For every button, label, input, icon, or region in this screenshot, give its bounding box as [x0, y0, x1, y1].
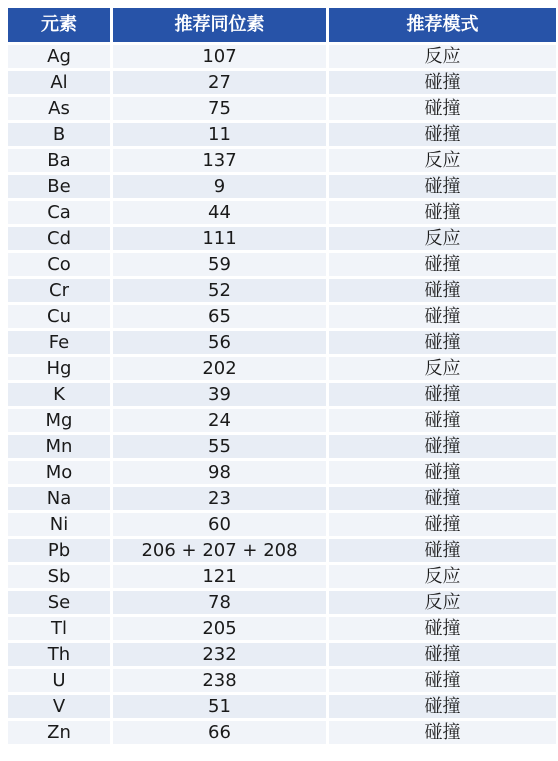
element-cell: B [8, 123, 110, 146]
mode-cell: 碰撞 [329, 487, 556, 510]
isotope-cell: 52 [113, 279, 326, 302]
mode-cell: 碰撞 [329, 201, 556, 224]
isotope-cell: 66 [113, 721, 326, 744]
element-cell: Th [8, 643, 110, 666]
element-cell: Pb [8, 539, 110, 562]
mode-cell: 碰撞 [329, 175, 556, 198]
element-cell: Cu [8, 305, 110, 328]
element-cell: Cd [8, 227, 110, 250]
isotope-cell: 205 [113, 617, 326, 640]
element-cell: Be [8, 175, 110, 198]
mode-cell: 碰撞 [329, 123, 556, 146]
mode-cell: 碰撞 [329, 71, 556, 94]
element-cell: Ba [8, 149, 110, 172]
element-cell: Ca [8, 201, 110, 224]
mode-cell: 碰撞 [329, 669, 556, 692]
mode-cell: 反应 [329, 149, 556, 172]
element-cell: V [8, 695, 110, 718]
isotope-cell: 39 [113, 383, 326, 406]
element-cell: Al [8, 71, 110, 94]
isotope-cell: 137 [113, 149, 326, 172]
isotope-cell: 121 [113, 565, 326, 588]
mode-cell: 碰撞 [329, 617, 556, 640]
isotope-cell: 24 [113, 409, 326, 432]
isotope-cell: 206 + 207 + 208 [113, 539, 326, 562]
isotope-cell: 55 [113, 435, 326, 458]
isotope-cell: 9 [113, 175, 326, 198]
element-cell: Zn [8, 721, 110, 744]
mode-cell: 碰撞 [329, 279, 556, 302]
element-cell: Mn [8, 435, 110, 458]
isotope-cell: 23 [113, 487, 326, 510]
element-cell: Fe [8, 331, 110, 354]
header-mode: 推荐模式 [329, 8, 556, 42]
isotope-cell: 60 [113, 513, 326, 536]
mode-cell: 碰撞 [329, 695, 556, 718]
mode-cell: 反应 [329, 45, 556, 68]
isotope-cell: 51 [113, 695, 326, 718]
element-cell: Ag [8, 45, 110, 68]
isotope-cell: 98 [113, 461, 326, 484]
isotope-cell: 65 [113, 305, 326, 328]
mode-cell: 碰撞 [329, 305, 556, 328]
isotope-cell: 59 [113, 253, 326, 276]
mode-cell: 碰撞 [329, 643, 556, 666]
isotope-cell: 27 [113, 71, 326, 94]
element-cell: Na [8, 487, 110, 510]
element-cell: Se [8, 591, 110, 614]
mode-cell: 碰撞 [329, 513, 556, 536]
mode-cell: 碰撞 [329, 721, 556, 744]
element-cell: Sb [8, 565, 110, 588]
mode-cell: 碰撞 [329, 409, 556, 432]
isotope-cell: 11 [113, 123, 326, 146]
element-cell: Mg [8, 409, 110, 432]
element-cell: Co [8, 253, 110, 276]
header-element: 元素 [8, 8, 110, 42]
mode-cell: 反应 [329, 565, 556, 588]
element-cell: As [8, 97, 110, 120]
element-cell: Ni [8, 513, 110, 536]
element-cell: K [8, 383, 110, 406]
isotope-cell: 232 [113, 643, 326, 666]
mode-cell: 反应 [329, 357, 556, 380]
mode-cell: 反应 [329, 227, 556, 250]
isotope-cell: 78 [113, 591, 326, 614]
element-cell: Tl [8, 617, 110, 640]
element-cell: Hg [8, 357, 110, 380]
isotope-cell: 75 [113, 97, 326, 120]
isotope-cell: 111 [113, 227, 326, 250]
mode-cell: 碰撞 [329, 253, 556, 276]
element-cell: Cr [8, 279, 110, 302]
mode-cell: 反应 [329, 591, 556, 614]
header-isotope: 推荐同位素 [113, 8, 326, 42]
mode-cell: 碰撞 [329, 435, 556, 458]
mode-cell: 碰撞 [329, 383, 556, 406]
isotope-cell: 56 [113, 331, 326, 354]
isotope-cell: 202 [113, 357, 326, 380]
mode-cell: 碰撞 [329, 331, 556, 354]
mode-cell: 碰撞 [329, 97, 556, 120]
isotope-cell: 107 [113, 45, 326, 68]
isotope-cell: 238 [113, 669, 326, 692]
element-cell: U [8, 669, 110, 692]
element-cell: Mo [8, 461, 110, 484]
isotope-table [8, 8, 550, 744]
mode-cell: 碰撞 [329, 461, 556, 484]
mode-cell: 碰撞 [329, 539, 556, 562]
isotope-cell: 44 [113, 201, 326, 224]
